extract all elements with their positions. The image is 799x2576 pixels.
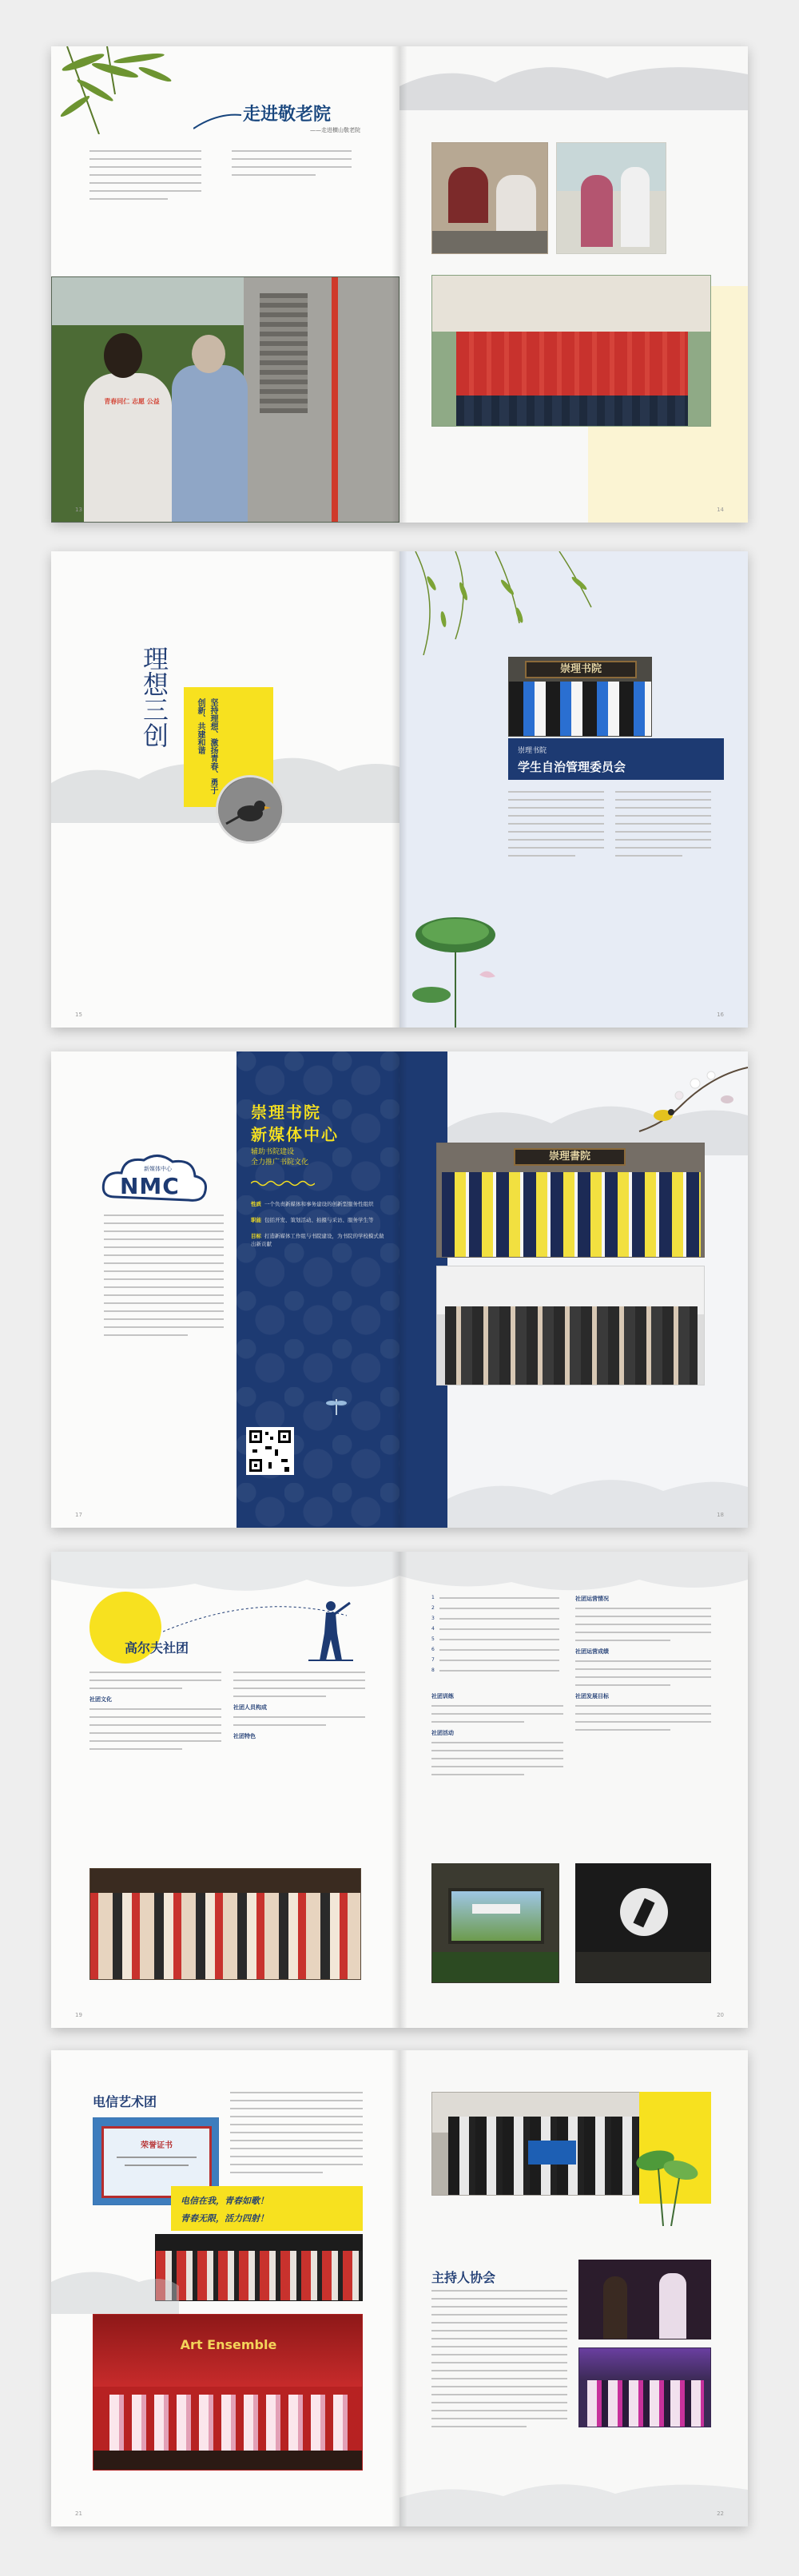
list-item: 2 <box>431 1605 559 1611</box>
section-title: 主持人协会 <box>431 2270 496 2285</box>
photo-center-members <box>436 1143 705 1258</box>
photo-helping-elder <box>431 142 548 254</box>
page-left <box>51 2050 400 2526</box>
section-heading: 社团运营成绩 <box>575 1648 609 1655</box>
list-item: 6 <box>431 1647 559 1652</box>
photo-golf-party <box>89 1868 361 1980</box>
list-item: 4 <box>431 1626 559 1632</box>
info-list <box>251 1200 387 1256</box>
section-heading: 社团发展目标 <box>575 1693 609 1699</box>
panel-title-2: 新媒体中心 <box>251 1125 339 1144</box>
logo-small-text: 新媒体中心 <box>144 1166 172 1172</box>
banner-plaque: 崇理書院 <box>514 1148 626 1166</box>
photo-host-stage-duo <box>578 2260 711 2339</box>
page-title: 高尔夫社团 <box>125 1640 189 1656</box>
mountain-wash <box>51 2250 400 2314</box>
page-number: 14 <box>717 507 724 513</box>
page-subtitle: ——走进横山敬老院 <box>310 127 360 133</box>
volunteer-shirt-text: 青春同仁 志愿 公益 <box>104 398 160 405</box>
body-text-col1 <box>89 150 201 206</box>
leaf-icon <box>631 2138 703 2226</box>
banner-plaque: 崇理书院 <box>525 661 637 678</box>
mountain-wash <box>400 2450 748 2526</box>
info-item: 性质 一个负责新媒体和事务建设的创新型服务性组织 <box>251 1201 374 1207</box>
page-left <box>51 46 400 523</box>
stage-backdrop-text: Art Ensemble <box>180 2337 277 2352</box>
spread-golf-club <box>51 1552 748 2028</box>
body-text-col2 <box>232 150 352 182</box>
slogan-line-1: 电信在我，青春如歌！ <box>181 2196 268 2206</box>
info-item: 目标 打造新媒体工作组与书院建设，为书院的学校模式做出新贡献 <box>251 1233 384 1247</box>
photo-host-performance <box>578 2347 711 2427</box>
mountain-wash <box>447 1451 748 1528</box>
photo-volunteer-with-elder <box>51 276 400 523</box>
page-number: 20 <box>717 2012 724 2018</box>
photo-golf-simulator <box>431 1863 559 1983</box>
page-title: 电信艺术团 <box>93 2094 157 2109</box>
photo-golf-logo-wall <box>575 1863 711 1983</box>
magpie-icon <box>631 1051 748 1147</box>
section-heading: 社团特色 <box>233 1733 256 1739</box>
yellow-slogan-box <box>171 2186 363 2231</box>
list-item: 1 <box>431 1595 559 1600</box>
section-heading: 社团训练 <box>431 1693 454 1699</box>
title-box <box>508 738 724 780</box>
body-text-block <box>431 2290 567 2434</box>
willow-icon <box>400 551 639 655</box>
body-text-col1 <box>89 1672 221 1756</box>
nmc-logo <box>99 1149 211 1211</box>
panel-slogan-2: 全力推广书院文化 <box>251 1159 309 1167</box>
body-text-block <box>230 2092 363 2180</box>
body-text-col2 <box>615 791 711 863</box>
page-number: 13 <box>75 507 82 513</box>
photo-stage-performance <box>93 2314 363 2471</box>
page-right <box>400 2050 748 2526</box>
list-item: 7 <box>431 1657 559 1663</box>
sparrow-medallion <box>216 775 284 844</box>
page-right <box>400 1552 748 2028</box>
bamboo-icon <box>51 46 211 134</box>
panel-slogan-1: 辅助书院建设 <box>251 1148 295 1156</box>
list-item: 8 <box>431 1668 559 1673</box>
page-left <box>51 1552 400 2028</box>
page-left <box>51 1051 400 1528</box>
page-right <box>400 1051 748 1528</box>
wave-decoration <box>251 1179 315 1187</box>
sparrow-icon <box>218 777 284 844</box>
page-right <box>400 46 748 523</box>
page-number: 15 <box>75 1012 82 1018</box>
certificate-title: 荣誉证书 <box>141 2141 173 2150</box>
panel-title-1: 崇理书院 <box>251 1103 321 1122</box>
photo-center-group <box>436 1266 705 1385</box>
vertical-title: 理想三创 <box>139 646 169 748</box>
mountain-wash <box>400 54 748 110</box>
body-text-col2 <box>233 1672 365 1745</box>
spread-new-media-center <box>51 1051 748 1528</box>
page-number: 21 <box>75 2510 82 2517</box>
page-number: 22 <box>717 2510 724 2517</box>
page-number: 17 <box>75 1512 82 1518</box>
page-number: 19 <box>75 2012 82 2018</box>
list-item: 3 <box>431 1616 559 1621</box>
subtitle: 崇理书院 <box>518 747 547 755</box>
leaf-icon <box>400 903 511 1028</box>
mountain-wash <box>400 1552 748 1600</box>
list-item: 5 <box>431 1636 559 1642</box>
spread-student-committee <box>51 551 748 1028</box>
section-heading: 社团运营情况 <box>575 1596 609 1602</box>
spread-art-troupe-host-assoc <box>51 2050 748 2526</box>
photo-committee-members <box>508 657 652 737</box>
photo-group-volunteers <box>431 275 711 427</box>
page-title: 走进敬老院 <box>243 105 332 125</box>
page-left <box>51 551 400 1028</box>
dragonfly-icon <box>324 1395 348 1419</box>
swoosh-decoration <box>193 109 241 133</box>
body-text-col2 <box>575 1595 711 1737</box>
page-number: 18 <box>717 1512 724 1518</box>
mountain-wash <box>51 1552 400 1600</box>
info-item: 职能 包括开发、策划活动、拍摄与采访、服务学生等 <box>251 1217 374 1223</box>
section-heading: 社团文化 <box>89 1696 112 1703</box>
yellow-quote-text: 坚持理想、激扬青春、勇于创新、共建和谐 <box>196 698 217 794</box>
section-heading: 社团活动 <box>431 1730 454 1736</box>
page-number: 16 <box>717 1012 724 1018</box>
section-heading: 社团人员构成 <box>233 1704 267 1711</box>
golf-player-icon <box>300 1598 356 1662</box>
body-text-col1 <box>431 1692 563 1782</box>
navy-panel <box>237 1051 400 1528</box>
page-title: 学生自治管理委员会 <box>518 760 626 774</box>
slogan-line-2: 青春无限，活力四射！ <box>181 2213 268 2224</box>
body-text-block <box>104 1214 224 1342</box>
qr-code-icon <box>246 1427 294 1475</box>
numbered-list <box>431 1595 559 1678</box>
page-right <box>400 551 748 1028</box>
body-text-col1 <box>508 791 604 863</box>
logo-big-text: NMC <box>120 1173 180 1199</box>
photo-walking-elder <box>556 142 666 254</box>
spread-nursing-home <box>51 46 748 523</box>
